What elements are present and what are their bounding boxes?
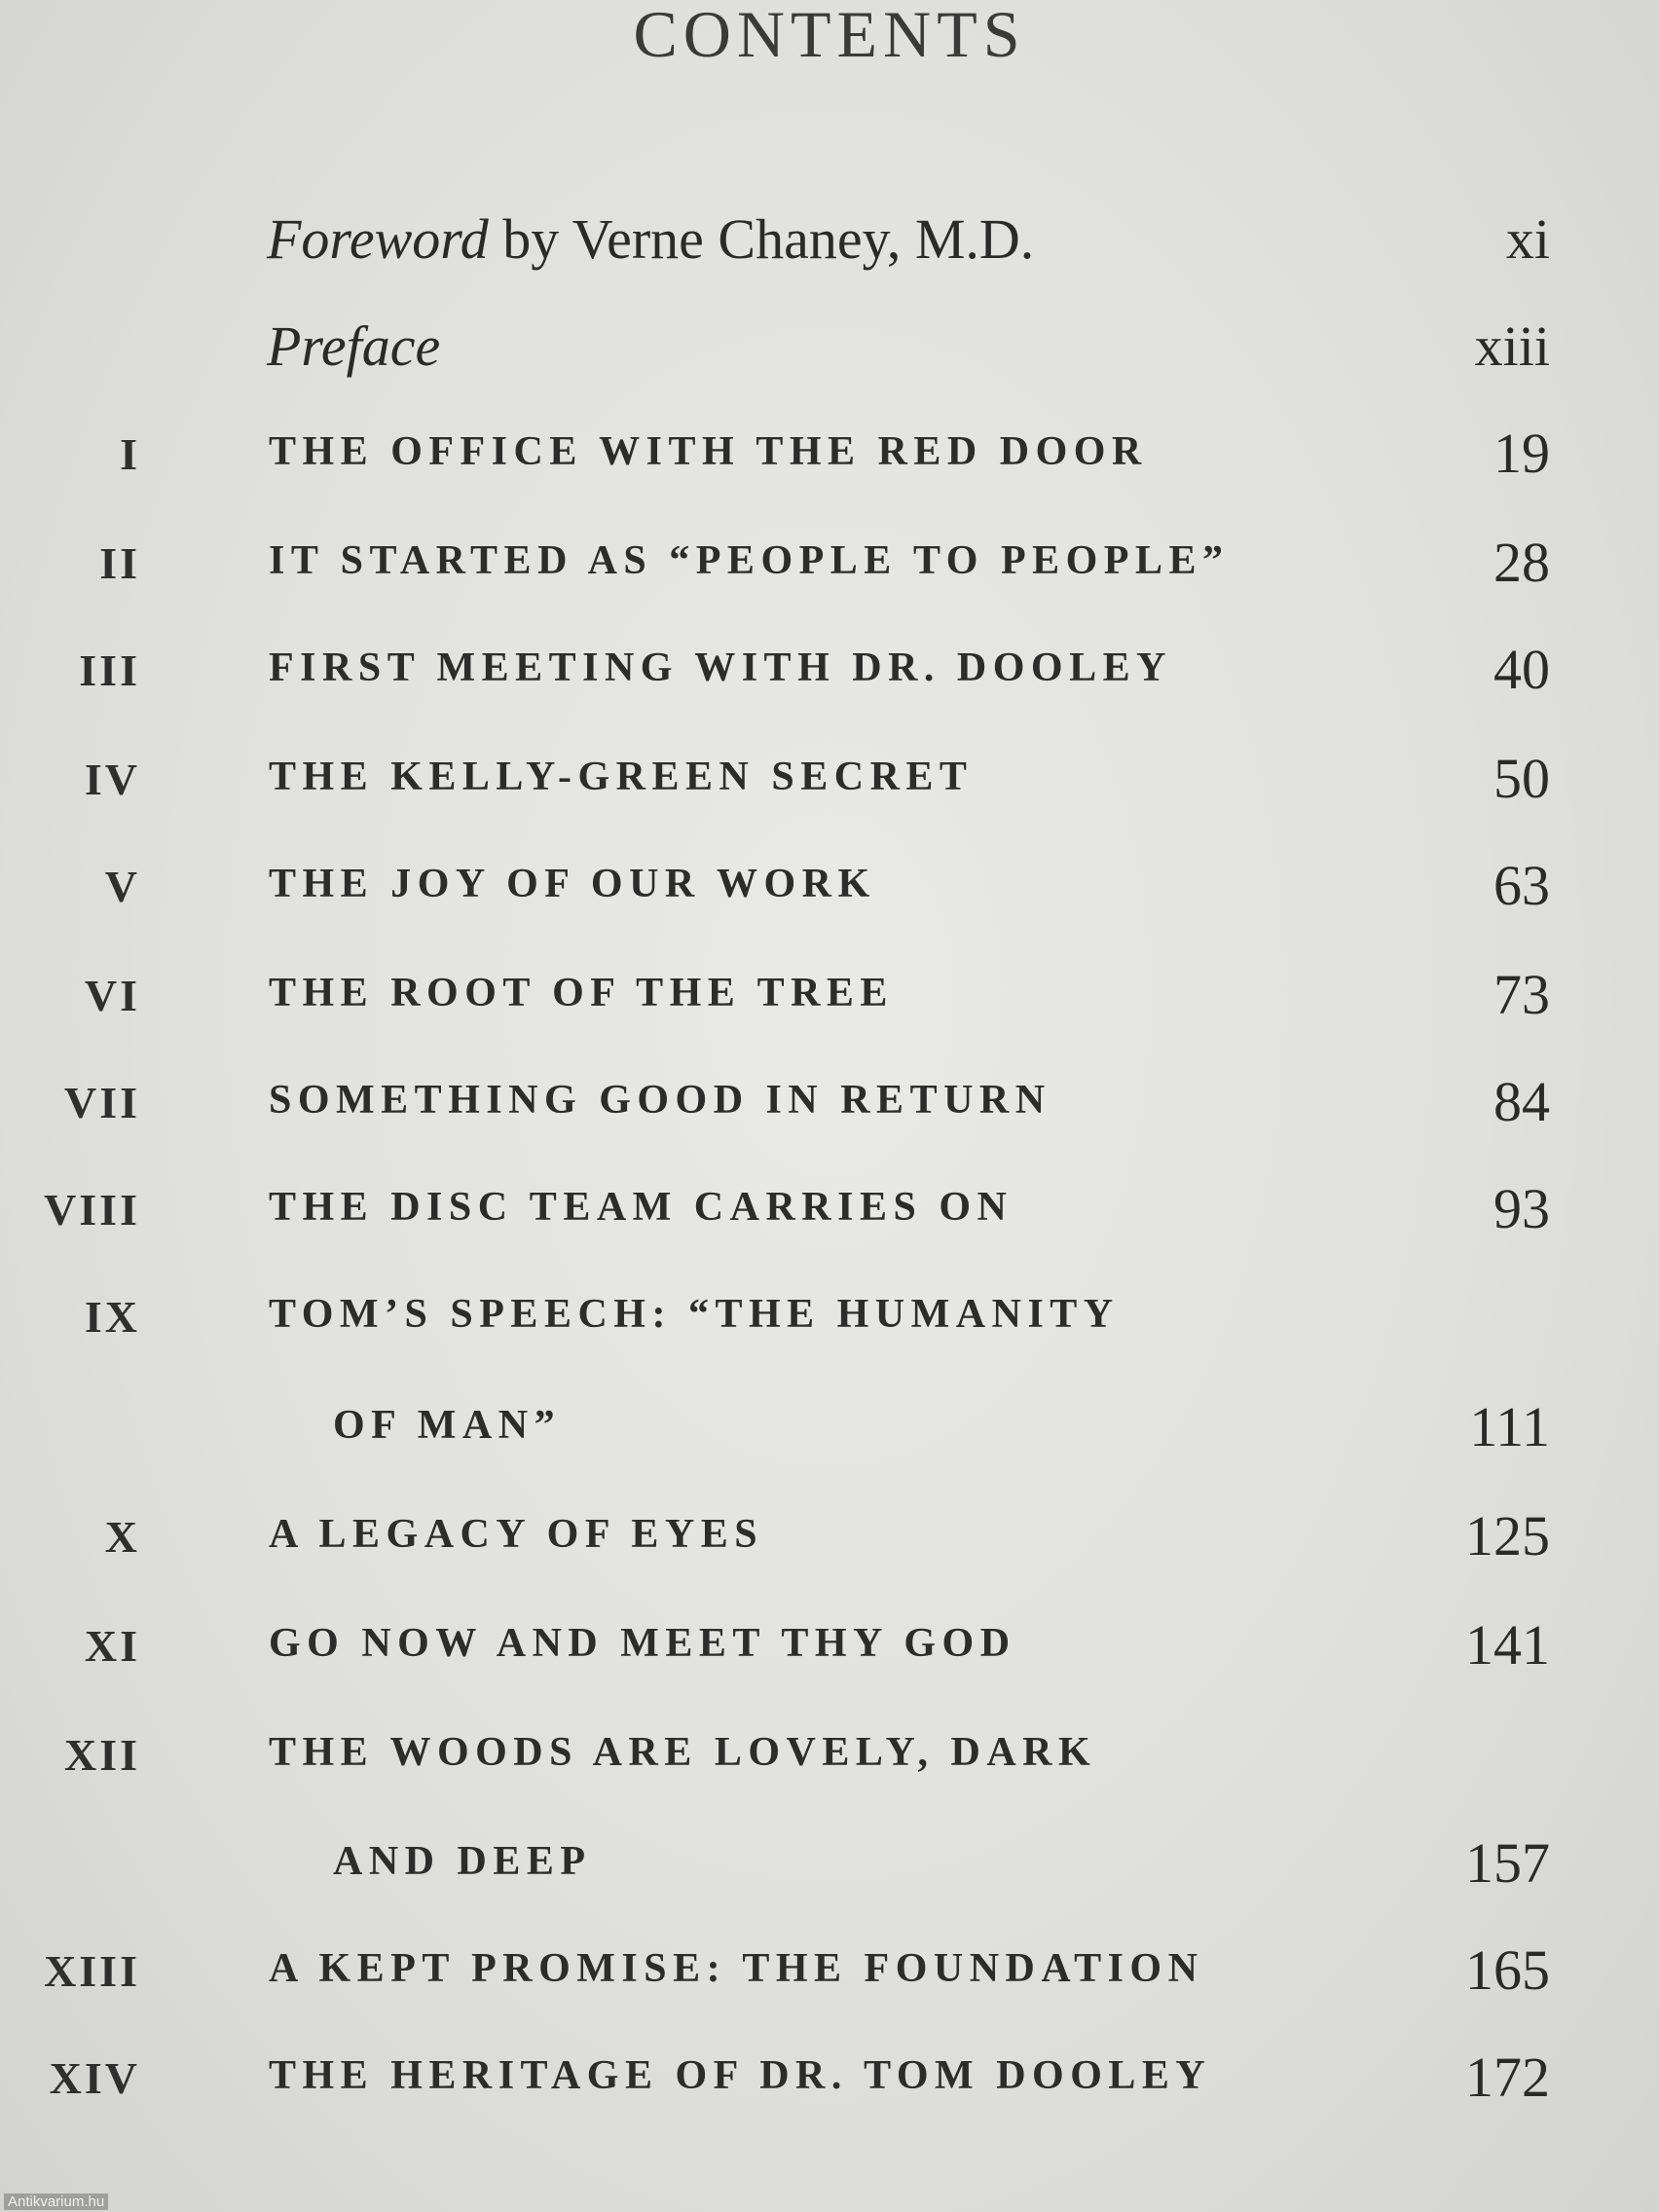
preface-entry: [267, 313, 440, 379]
toc-entry-chapter-12: [0, 1729, 1659, 1807]
page-number: 50: [1493, 747, 1550, 810]
page-number: 157: [1465, 1831, 1550, 1895]
chapter-number: III: [79, 645, 140, 695]
page-number: 19: [1493, 422, 1550, 485]
toc-entry-chapter-14: [0, 2046, 1659, 2130]
toc-entry-chapter-4: [0, 747, 1659, 831]
page-number: 111: [1469, 1395, 1550, 1458]
page-number: 40: [1493, 638, 1550, 701]
chapter-number: XIV: [49, 2053, 140, 2103]
chapter-title: THE ROOT OF THE TREE: [269, 971, 894, 1015]
chapter-title-continued: AND DEEP: [333, 1839, 592, 1884]
chapter-number: VI: [84, 971, 140, 1020]
page-number: xiii: [1474, 314, 1550, 378]
chapter-title: THE HERITAGE OF DR. TOM DOOLEY: [269, 2053, 1212, 2098]
foreword-label: Foreword: [267, 207, 489, 271]
page-number: 172: [1465, 2046, 1550, 2109]
page-number: 125: [1465, 1504, 1550, 1567]
toc-entry-chapter-8: [0, 1177, 1659, 1262]
chapter-number: X: [104, 1512, 140, 1562]
chapter-number: XIII: [44, 1946, 140, 1996]
toc-entry-chapter-9: [0, 1291, 1659, 1369]
toc-entry-chapter-13: [0, 1938, 1659, 2023]
chapter-title: A KEPT PROMISE: THE FOUNDATION: [269, 1946, 1204, 1991]
toc-entry-chapter-5: [0, 854, 1659, 939]
toc-entry-chapter-10: [0, 1504, 1659, 1589]
toc-entry-chapter-11: [0, 1613, 1659, 1698]
chapter-number: XII: [63, 1730, 140, 1780]
chapter-title-continued: OF MAN”: [333, 1403, 562, 1448]
watermark: Antikvarium.hu: [4, 2194, 108, 2210]
toc-entry-preface: [0, 313, 1659, 391]
chapter-title: THE JOY OF OUR WORK: [269, 862, 876, 906]
foreword-entry: [267, 206, 1034, 272]
page-number: 141: [1465, 1613, 1550, 1677]
toc-entry-foreword: [0, 206, 1659, 284]
toc-entry-chapter-9-cont: [0, 1395, 1659, 1480]
chapter-title: GO NOW AND MEET THY GOD: [269, 1621, 1016, 1666]
chapter-number: II: [99, 538, 140, 588]
chapter-title: THE WOODS ARE LOVELY, DARK: [269, 1730, 1097, 1775]
chapter-title: IT STARTED AS “PEOPLE TO PEOPLE”: [269, 538, 1230, 583]
page-number: 84: [1493, 1070, 1550, 1133]
chapter-title: A LEGACY OF EYES: [269, 1512, 764, 1557]
page-number: 73: [1493, 963, 1550, 1026]
toc-entry-chapter-12-cont: [0, 1831, 1659, 1916]
chapter-title: THE OFFICE WITH THE RED DOOR: [269, 429, 1148, 474]
toc-entry-chapter-6: [0, 963, 1659, 1048]
chapter-title: FIRST MEETING WITH DR. DOOLEY: [269, 645, 1172, 690]
page-number: 93: [1493, 1177, 1550, 1240]
chapter-title: THE KELLY-GREEN SECRET: [269, 755, 974, 799]
page-number: xi: [1505, 207, 1550, 271]
page-title: CONTENTS: [633, 0, 1026, 71]
chapter-number: I: [120, 429, 140, 479]
chapter-number: V: [104, 862, 140, 911]
chapter-number: IX: [84, 1292, 140, 1342]
toc-entry-chapter-3: [0, 638, 1659, 722]
page-number: 165: [1465, 1938, 1550, 2002]
chapter-title: TOM’S SPEECH: “THE HUMANITY: [269, 1292, 1120, 1337]
foreword-author: by Verne Chaney, M.D.: [488, 207, 1035, 271]
toc-entry-chapter-2: [0, 531, 1659, 615]
chapter-number: VII: [63, 1078, 140, 1127]
chapter-number: XI: [84, 1621, 140, 1671]
chapter-number: IV: [84, 755, 140, 804]
toc-entry-chapter-7: [0, 1070, 1659, 1155]
page-number: 63: [1493, 854, 1550, 917]
page-number: 28: [1493, 531, 1550, 594]
chapter-title: THE DISC TEAM CARRIES ON: [269, 1185, 1014, 1230]
chapter-title: SOMETHING GOOD IN RETURN: [269, 1078, 1051, 1123]
preface-label: Preface: [267, 314, 441, 378]
toc-entry-chapter-1: [0, 422, 1659, 506]
chapter-number: VIII: [44, 1185, 140, 1235]
